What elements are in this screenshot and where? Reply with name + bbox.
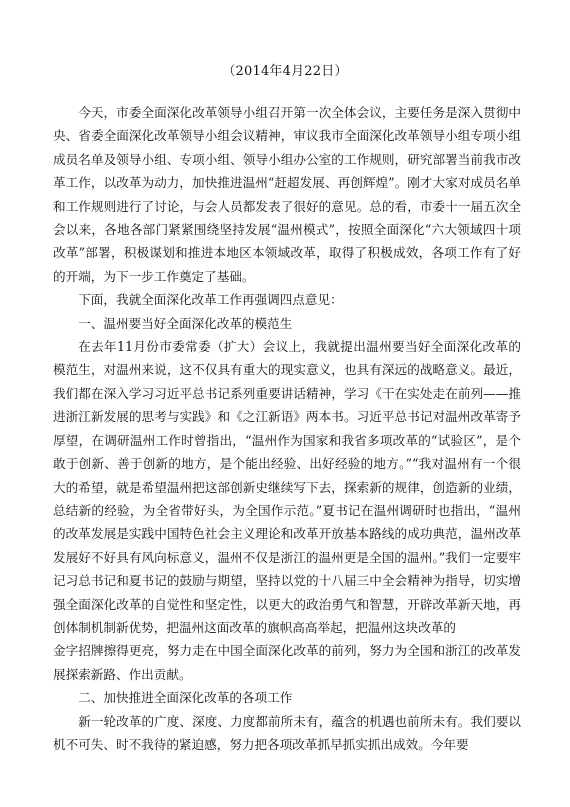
document-body (53, 101, 521, 756)
paragraph-section-1: 在去年11月份市委常委（扩大）会议上，我就提出温州要当好全面深化改革的模范生，对温州来说，这不仅具有重大的现实意义，也具有深远的战略意义。最近，我们都在深入学习习近平总书记系列重要讲话精神，学习《干在实处走在前列——推进浙江新发展的思考与实践》和《之江新语》两本书。习近平总书记对温州改革寄予厚望，在调研温州工作时曾指出，“温州作为国家和我省多项改革的“试验区”，是个敢于创新、善于创新的地方，是个能出经验、出好经验的地方。”“我对温州有一个很大的希望，就是希望温州把这部创新史继续写下去，探索新的规律，创造新的业绩，总结新的经验，为全省带好头，为全国作示范。”夏书记在温州调研时也指出，“温州的改革发展是实践中国特色社会主义理论和改革开放基本路线的成功典范，温州改革发展好不好具有风向标意义，温州不仅是浙江的温州更是全国的温州。”我们一定要牢记习总书记和夏书记的鼓励与期望，坚持以党的十八届三中全会精神为指导，切实增强全面深化改革的自觉性和坚定性，以更大的政治勇气和智慧，开辟改革新天地，再创体制机制新优势，把温州这面改革的旗帜高高举起，把温州这块改革的 (53, 339, 521, 635)
paragraph-section-2: 新一轮改革的广度、深度、力度都前所未有，蕴含的机遇也前所未有。我们要以机不可失、时不我待的紧迫感，努力把各项改革抓早抓实抓出成效。今年要 (53, 713, 521, 752)
paragraph-section-1-continued: 金字招牌擦得更亮，努力走在中国全面深化改革的前列，努力为全国和浙江的改革发展探索新路、作出贡献。 (53, 643, 521, 682)
paragraph-transition: 下面，我就全面深化改革工作再强调四点意见： (78, 292, 343, 308)
paragraph-intro: 今天，市委全面深化改革领导小组召开第一次全体会议，主要任务是深入贯彻中央、省委全面深化改革领导小组会议精神，审议我市全面深化改革领导小组专项小组成员名单及领导小组、专项小组、领导小组办公室的工作规则，研究部署当前我市改革工作，以改革为动力，加快推进温州“赶超发展、再创辉煌”。刚才大家对成员名单和工作规则进行了讨论，与会人员都发表了很好的意见。总的看，市委十一届五次全会以来，各地各部门紧紧围绕坚持发展“温州模式”，按照全面深化“六大领域四十项改革”部署，积极谋划和推进本地区本领域改革，取得了积极成效，各项工作有了好的开端，为下一步工作奠定了基础。 (53, 105, 521, 284)
section-heading-2: 二、加快推进全面深化改革的各项工作 (78, 690, 293, 706)
section-heading-1: 一、温州要当好全面深化改革的模范生 (78, 315, 293, 331)
document-date: （2014年4月22日） (222, 64, 348, 79)
